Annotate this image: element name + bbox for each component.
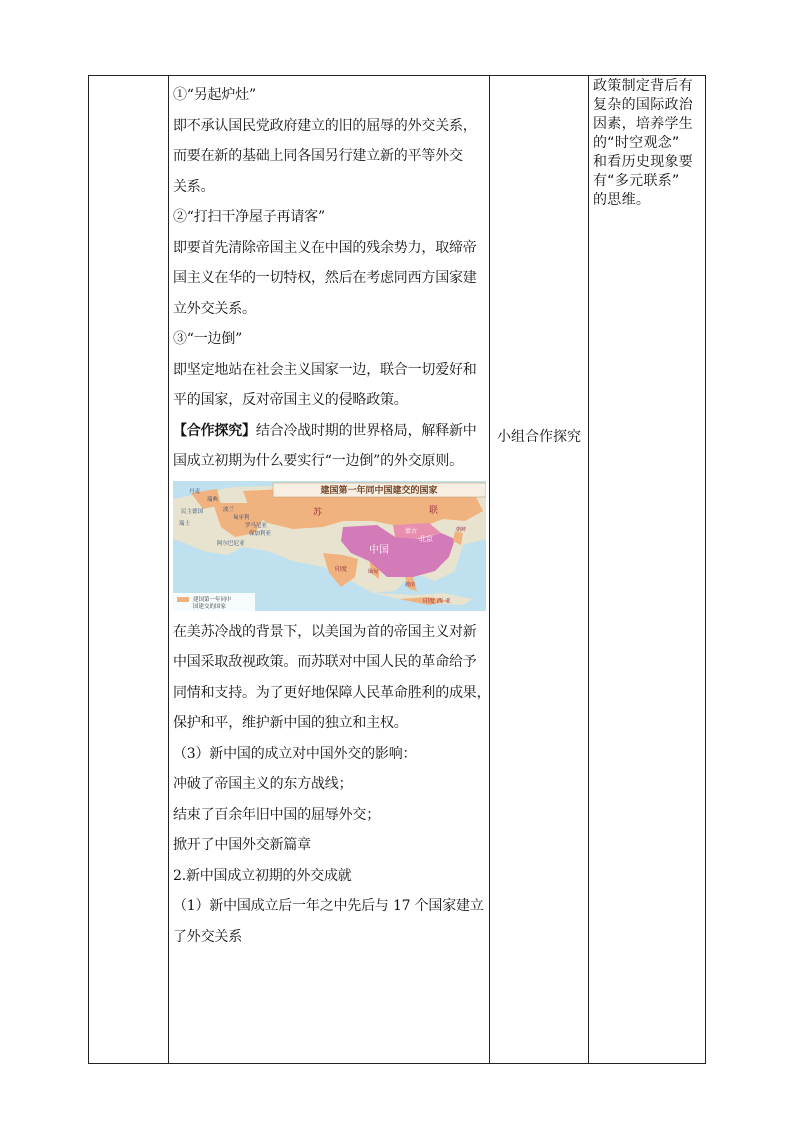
explore-line [173, 416, 491, 447]
content-line: （1）新中国成立后一年之中先后与 17 个国家建立 [173, 898, 484, 914]
map-label-union: 联 [429, 505, 439, 516]
note-line: 政策制定背后有 [593, 78, 694, 94]
content-line: 保护和平，维护新中国的独立和主权。 [173, 715, 408, 731]
map-label-china: 中国 [369, 544, 389, 556]
note-line: 有“多元联系” [593, 173, 680, 189]
explore-label: 【合作探究】 [173, 422, 256, 439]
content-line: 即要首先清除帝国主义在中国的残余势力，取缔帝 [173, 239, 477, 256]
map-label-mongolia: 蒙古 [405, 527, 418, 535]
map-label-poland: 波兰 [223, 506, 235, 513]
map-label-gdr: 民主德国 [181, 508, 204, 515]
content-line: ③“一边倒” [173, 331, 243, 347]
content-line: ①“另起炉灶” [173, 87, 256, 103]
map-label-albania: 阿尔巴尼亚 [217, 540, 245, 547]
column-divider [588, 76, 589, 1063]
map-label-romania: 罗马尼亚 [245, 522, 268, 529]
map-label-dprk: 朝鲜 [456, 526, 467, 533]
map-label-denmark: 丹麦 [189, 488, 201, 495]
note-line: 因素，培养学生 [593, 116, 694, 132]
content-line: 中国采取敌视政策。而苏联对中国人民的革命给予 [173, 654, 477, 670]
explore-line-2: 国成立初期为什么要实行“一边倒”的外交原则。 [173, 453, 463, 469]
teaching-content-cell [169, 76, 491, 952]
map-label-india: 印度 [335, 565, 348, 573]
content-line: 平的国家，反对帝国主义的侵略政策。 [173, 392, 408, 408]
design-intent-cell [593, 77, 705, 210]
map-label-hungary: 匈牙利 [233, 514, 250, 521]
content-line: 即坚定地站在社会主义国家一边，联合一切爱好和 [173, 361, 477, 378]
content-line: （3）新中国的成立对中国外交的影响： [173, 745, 417, 762]
content-line: 了外交关系 [173, 928, 242, 945]
map-legend-line1: 建国第一年同中 [193, 596, 232, 603]
student-activity-cell: 小组合作探究 [497, 429, 581, 445]
note-line: 的思维。 [593, 192, 651, 208]
map-title: 建国第一年同中国建交的国家 [320, 485, 438, 496]
map-label-vietnam: 越南 [405, 581, 416, 588]
map-label-bulgaria: 保加利亚 [249, 530, 272, 537]
lesson-table [88, 75, 706, 1064]
content-line: 国主义在华的一切特权，然后在考虑同西方国家建 [173, 270, 477, 286]
note-line: 复杂的国际政治 [593, 97, 694, 113]
content-line: ②“打扫干净屋子再请客” [173, 209, 325, 225]
map-label-swiss: 瑞士 [179, 520, 191, 527]
map-legend-line2: 国建交的国家 [193, 603, 227, 610]
content-line: 在美苏冷战的背景下，以美国为首的帝国主义对新 [173, 623, 477, 640]
content-line: 冲破了帝国主义的东方战线； [173, 776, 353, 792]
diplomacy-map [173, 481, 486, 611]
content-line: 同情和支持。为了更好地保障人民革命胜利的成果， [173, 684, 491, 701]
content-line: 而要在新的基础上同各国另行建立新的平等外交 [173, 148, 463, 164]
note-line: 的“时空观念” [593, 135, 680, 151]
content-line: 关系。 [173, 178, 215, 195]
map-label-burma: 缅甸 [368, 568, 379, 575]
content-line: 即不承认国民党政府建立的旧的屈辱的外交关系， [173, 117, 477, 134]
content-line: 立外交关系。 [173, 300, 256, 317]
note-line: 和看历史现象要 [593, 154, 694, 170]
map-label-beijing: 北京 [419, 534, 433, 543]
map-legend-swatch [177, 597, 189, 602]
content-line: 掀开了中国外交新篇章 [173, 837, 311, 853]
explore-text: 结合冷战时期的世界格局，解释新中 [255, 422, 477, 439]
map-label-sweden: 瑞典 [207, 496, 219, 503]
content-line: 2.新中国成立初期的外交成就 [173, 867, 352, 884]
map-label-soviet: 苏 [313, 507, 323, 518]
map-label-indonesia: 印度 西 亚 [423, 597, 451, 605]
content-line: 结束了百余年旧中国的屈辱外交； [173, 806, 380, 823]
